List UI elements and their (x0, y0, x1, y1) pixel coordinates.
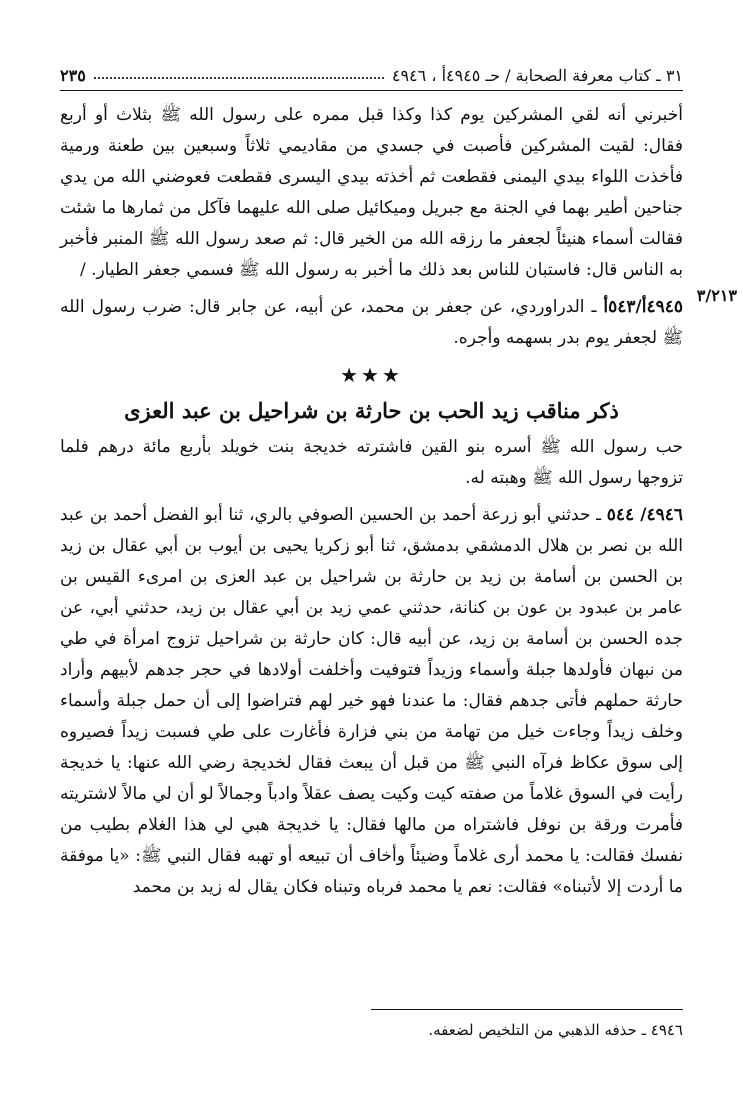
section-intro-text: حب رسول الله ﷺ أسره بنو القين فاشترته خديجة بنت خويلد بأربع مائة درهم فلما تزوجها رسول الله ﷺ وهبته له. (60, 437, 683, 488)
running-header (60, 62, 683, 88)
chapter-heading: ٣١ ـ كتاب معرفة الصحابة / حـ ٤٩٤٥أ ، ٤٩٤٦ (391, 65, 683, 85)
leader-dots (94, 77, 384, 79)
hadith-text: ـ الدراوردي، عن جعفر بن محمد، عن أبيه، عن جابر قال: ضرب رسول الله ﷺ لجعفر يوم بدر بسهمه وأجره. (60, 297, 683, 348)
footnote: ٤٩٤٦ ـ حذفه الذهبي من التلخيص لضعفه. (428, 1021, 683, 1039)
hadith-text: ـ حدثني أبو زرعة أحمد بن الحسين الصوفي بالري، ثنا أبو الفضل أحمد بن عبد الله بن نصر بن هلال الدمشقي بدمشق، ثنا أبو زكريا يحيى بن أيوب بن أبي عقال بن زيد بن الحسن بن أسامة بن زيد بن حارثة بن شراحيل بن عبد العزى بن امرىء القيس بن عامر بن عبدود بن عون بن كنانة، حدثني عمي زيد بن أبي عقال بن زيد، حدثني أبي، عن جده الحسن بن أسامة بن زيد، عن أبيه قال: كان حارثة بن شراحيل تزوج امرأة في طي من نبهان فأولدها جبلة وأسماء وزيداً فتوفيت وأخلفت أولادها في حجر جدهم لأبيهم وأراد حارثة حملهم فأتى جدهم فقال: ما عندنا فهو خير لهم فتراضوا إلى أن حمل جبلة وأسماء وخلف زيداً وجاءت خيل من تهامة من بني فزارة فأغارت على طي فسبت زيداً فصيروه إلى سوق عكاظ فرآه النبي ﷺ من قبل أن يبعث فقال لخديجة رضي الله عنها: يا خديجة رأيت في السوق غلاماً من صفته كيت وكيت يصف عقلاً وادباً وجمالاً لو أن لي مالاً لاشتريته فأمرت ورقة بن نوفل فاشتراه من مالها فقال: يا خديجة هبي لي هذا الغلام بطيب من نفسك فقالت: يا محمد أرى غلاماً وضيئاً وأخاف أن تبيعه أو تهبه فقال النبي ﷺ: «يا موفقة ما أردت إلا لأتبناه» فقالت: نعم يا محمد فرباه وتبناه فكان يقال له زيد بن محمد (60, 505, 683, 897)
page-number: ٢٣٥ (60, 65, 86, 85)
hadith-paragraph (60, 500, 683, 903)
section-title: ذكر مناقب زيد الحب بن حارثة بن شراحيل بن عبد العزى (124, 398, 619, 423)
paragraph (60, 100, 683, 286)
hadith-number: ٤٩٤٥أ/٥٤٣أ (603, 297, 683, 317)
footnote-rule (371, 1009, 683, 1010)
margin-reference: ٣/٢١٣ (696, 286, 737, 305)
header-rule (60, 90, 683, 91)
hadith-number: ٤٩٤٦/ ٥٤٤ (606, 505, 683, 525)
hadith-paragraph (60, 292, 683, 354)
section-separator: ★★★ (340, 363, 403, 387)
section-intro (60, 432, 683, 494)
paragraph-text: أخبرني أنه لقي المشركين يوم كذا وكذا قبل ممره على رسول الله ﷺ بثلاث أو أربع فقال: لقيت المشركين فأصبت في جسدي من مقاديمي ثلاثاً وسبعين بين طعنة ورمية فأخذت اللواء بيدي اليمنى فقطعت ثم أخذته بيدي اليسرى فقطعت فعوضني الله من يدي جناحين أطير بهما في الجنة مع جبريل وميكائيل صلى الله عليهما فآكل من ثمارها ما شئت فقالت أسماء هنيئاً لجعفر ما رزقه الله من الخير قال: ثم صعد رسول الله ﷺ المنبر فأخبر به الناس قال: فاستبان للناس بعد ذلك ما أخبر به رسول الله ﷺ فسمي جعفر الطيار. / (60, 105, 684, 280)
main-text (60, 100, 683, 909)
